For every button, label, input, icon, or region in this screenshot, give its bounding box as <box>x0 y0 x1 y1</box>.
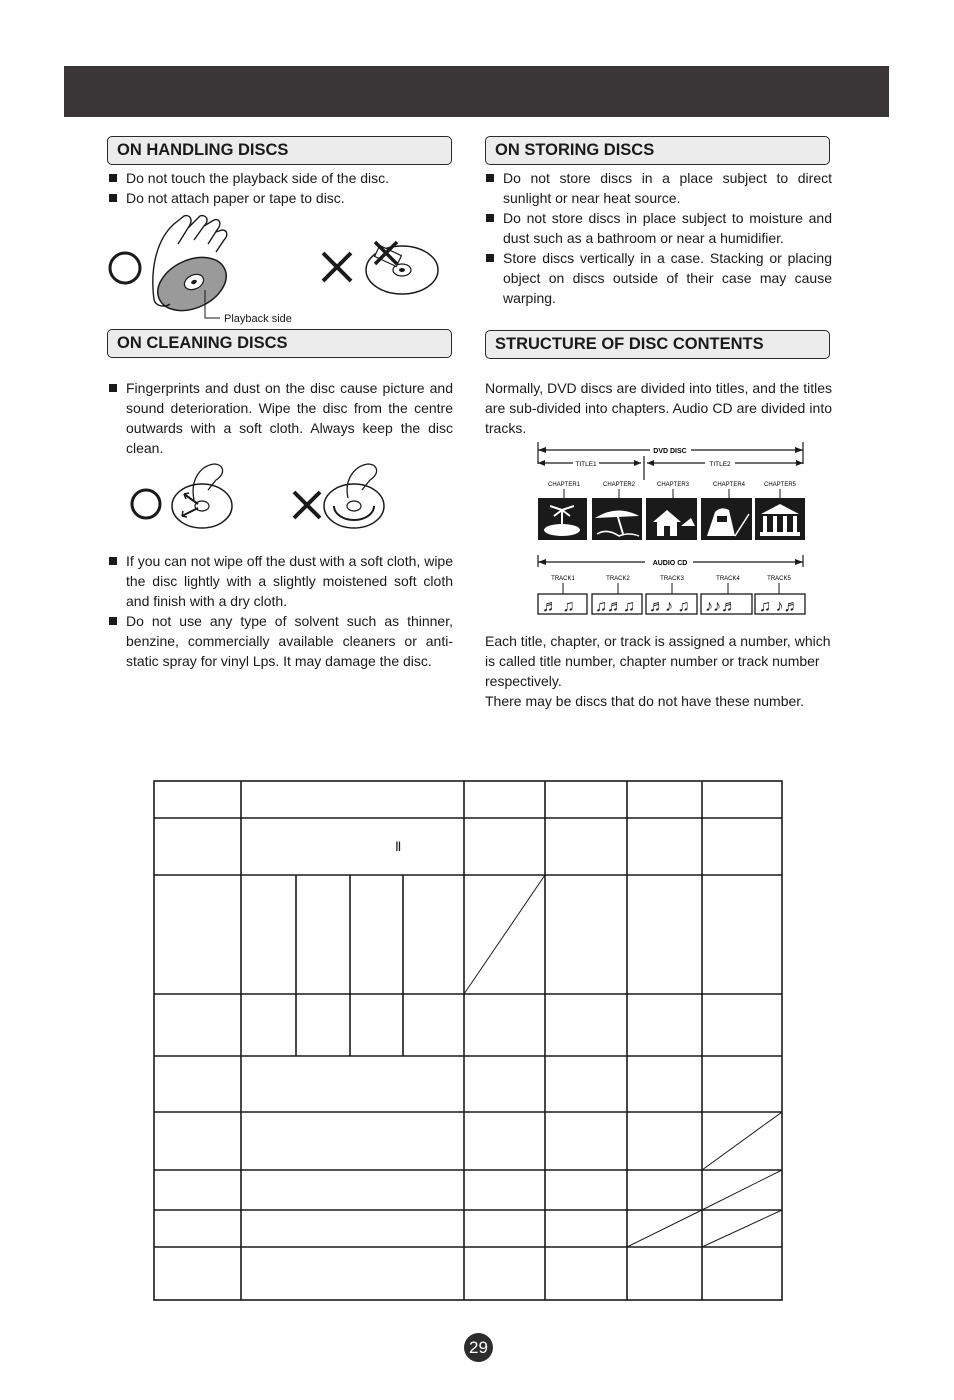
header-bar <box>64 66 889 117</box>
chapter-label: CHAPTER2 <box>602 482 636 488</box>
track-label: TRACK4 <box>716 576 740 582</box>
correct-mark-icon <box>110 253 140 283</box>
house-icon <box>646 498 697 540</box>
train-icon <box>701 498 752 540</box>
list-item: Do not store discs in place subject to moisture and dust such as a bathroom or near a humidifier. <box>485 208 832 248</box>
list-item: Store discs vertically in a case. Stacking or placing object on discs outside of their case may cause warping. <box>485 248 832 308</box>
beach-umbrella-icon <box>592 498 642 540</box>
title-label: TITLE2 <box>709 461 731 468</box>
track-label: TRACK1 <box>551 576 575 582</box>
music-note-icon: ♬ ♫ <box>542 598 575 615</box>
cleaning-figure <box>120 460 400 536</box>
wipe-outward-icon <box>172 464 232 528</box>
wipe-circular-icon <box>324 464 384 528</box>
storing-title: ON STORING DISCS <box>485 136 830 165</box>
structure-note-1: Each title, chapter, or track is assigned a number, which is called title number, chapter number or track number respectively. <box>485 633 831 689</box>
handling-list <box>108 168 453 208</box>
list-item: Do not store discs in a place subject to direct sunlight or near heat source. <box>485 168 832 208</box>
disc-structure-diagram <box>535 442 807 618</box>
chapter-label: CHAPTER4 <box>712 482 746 488</box>
handling-title: ON HANDLING DISCS <box>107 136 452 165</box>
storing-list <box>485 168 832 308</box>
page-number: 29 <box>464 1333 493 1362</box>
chapter-label: CHAPTER1 <box>547 482 581 488</box>
track-label: TRACK3 <box>660 576 684 582</box>
list-item: Do not touch the playback side of the disc. <box>108 168 453 188</box>
handling-figure <box>104 210 454 328</box>
cleaning-title: ON CLEANING DISCS <box>107 329 452 358</box>
comparison-table <box>153 780 785 1302</box>
list-item: If you can not wipe off the dust with a soft cloth, wipe the disc lightly with a slightly moistened soft cloth and finish with a dry cloth. <box>108 551 453 611</box>
chapter-label: CHAPTER3 <box>656 482 690 488</box>
roman-numeral-mark: Ⅱ <box>395 839 402 854</box>
structure-title: STRUCTURE OF DISC CONTENTS <box>485 330 830 359</box>
dvd-disc-label: DVD DISC <box>653 448 687 455</box>
list-item: Do not attach paper or tape to disc. <box>108 188 453 208</box>
list-item: Fingerprints and dust on the disc cause picture and sound deterioration. Wipe the disc from the centre outwards with a soft cloth. Always keep the disc clean. <box>108 378 453 458</box>
audio-cd-label: AUDIO CD <box>652 560 688 567</box>
track-label: TRACK2 <box>606 576 630 582</box>
music-note-icon: ♬♪ ♫ <box>649 598 690 615</box>
disc-with-tape-icon <box>366 242 438 294</box>
list-item: Do not use any type of solvent such as thinner, benzine, commercially available cleaners or anti-static spray for vinyl Lps. It may damage the disc. <box>108 611 453 671</box>
correct-mark-icon <box>132 490 160 518</box>
hand-holding-disc-icon <box>149 216 235 321</box>
wrong-mark-icon <box>294 492 320 518</box>
cleaning-list-top <box>108 378 453 458</box>
chapter-label: CHAPTER5 <box>763 482 797 488</box>
music-note-icon: ♫♬♫ <box>595 598 635 615</box>
title-label: TITLE1 <box>575 461 597 468</box>
track-label: TRACK5 <box>767 576 791 582</box>
wrong-mark-icon <box>323 253 351 281</box>
palm-island-icon <box>538 498 587 540</box>
chapter-pictures <box>538 498 805 540</box>
cleaning-list-bottom <box>108 551 453 671</box>
temple-icon <box>755 498 805 540</box>
music-note-icon: ♪♪♬ <box>705 598 737 615</box>
playback-side-label: Playback side <box>224 313 292 325</box>
structure-note-2: There may be discs that do not have these number. <box>485 693 805 709</box>
music-note-icon: ♫ ♪♬ <box>759 598 800 615</box>
structure-intro: Normally, DVD discs are divided into titles, and the titles are sub-divided into chapters. Audio CD are divided into tracks. <box>485 380 832 436</box>
